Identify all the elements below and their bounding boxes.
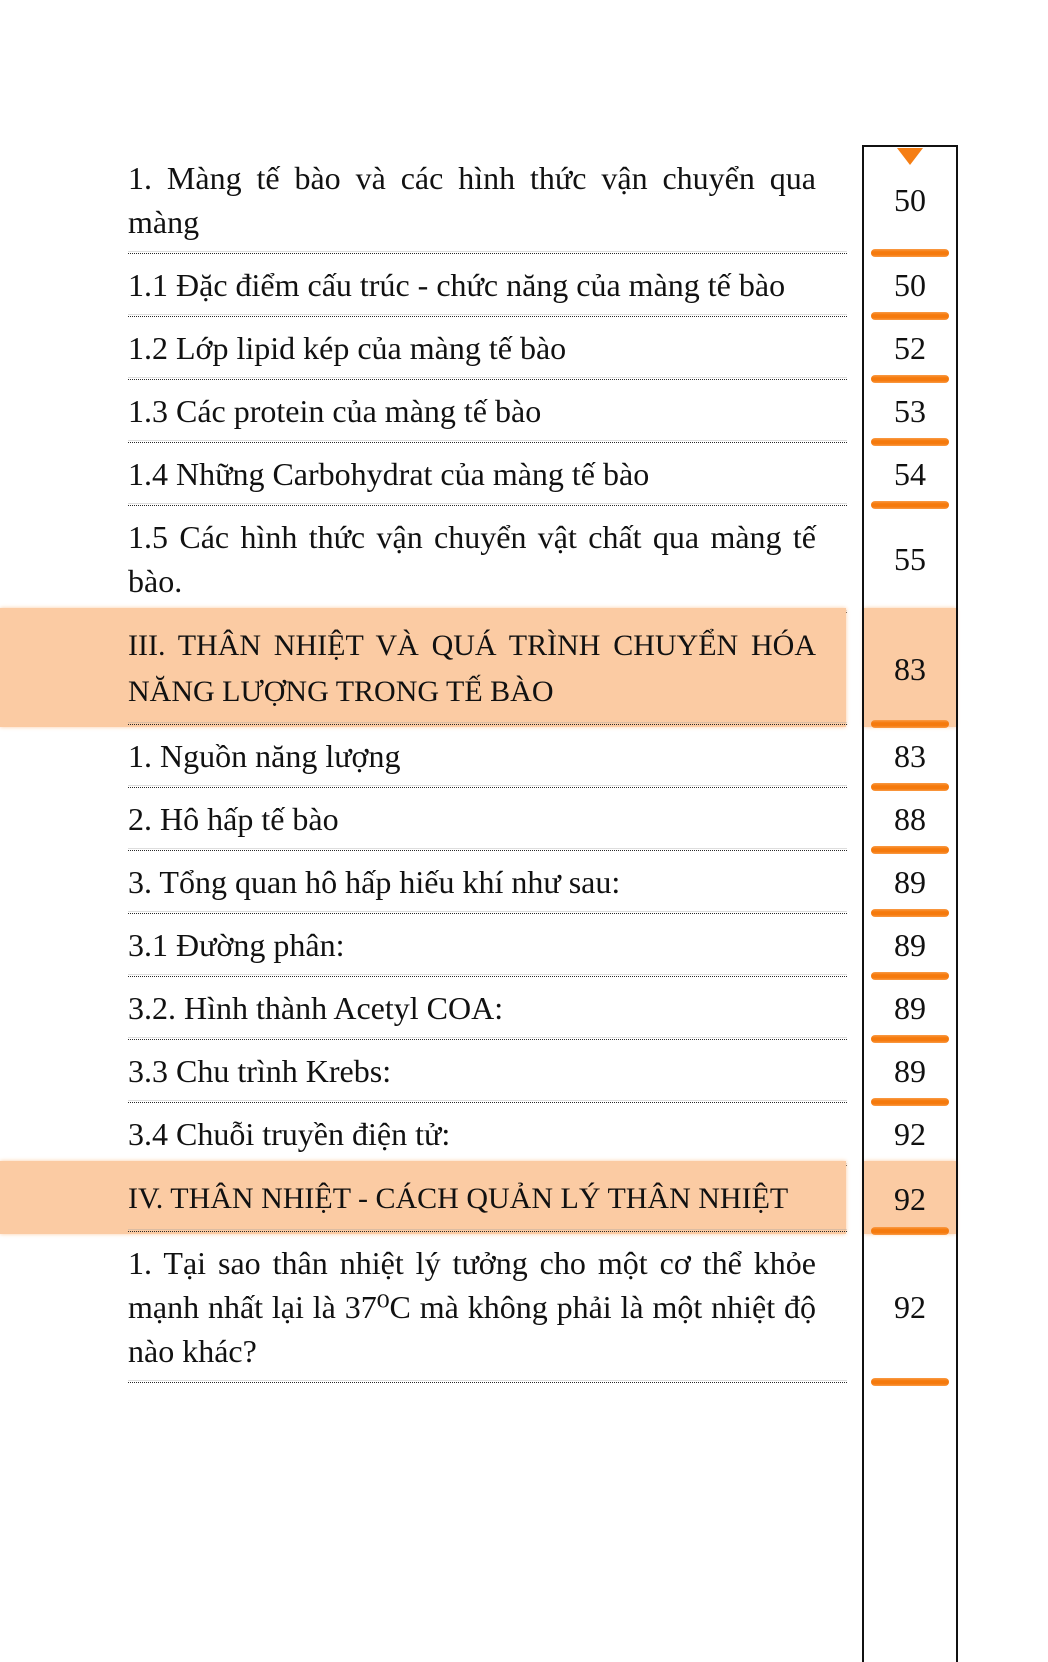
toc-entry-page[interactable]: 88	[894, 801, 926, 837]
toc-row	[0, 1103, 1048, 1166]
toc-entry-page[interactable]: 92	[894, 1116, 926, 1152]
toc-row	[0, 254, 1048, 317]
toc-row	[0, 1232, 1048, 1383]
toc-entry-title[interactable]: 3.4 Chuỗi truyền điện tử:	[128, 1116, 451, 1152]
toc-row	[0, 1040, 1048, 1103]
dotted-divider	[128, 1382, 847, 1383]
toc-row	[0, 851, 1048, 914]
toc-entry-title[interactable]: 1.4 Những Carbohydrat của màng tế bào	[128, 456, 650, 492]
toc-row	[0, 977, 1048, 1040]
toc-entry-page[interactable]: 83	[894, 650, 926, 687]
toc-entry-title[interactable]: 3. Tổng quan hô hấp hiếu khí như sau:	[128, 864, 621, 900]
toc-entry-title[interactable]: 1.3 Các protein của màng tế bào	[128, 393, 542, 429]
toc-entry-page[interactable]: 55	[894, 541, 926, 577]
toc-row	[0, 380, 1048, 443]
toc-row	[0, 1166, 1048, 1232]
toc-entry-page[interactable]: 83	[894, 738, 926, 774]
toc-list	[0, 147, 1048, 1383]
toc-entry-page[interactable]: 92	[894, 1289, 926, 1325]
toc-row	[0, 147, 1048, 254]
toc-entry-title[interactable]: 2. Hô hấp tế bào	[128, 801, 339, 837]
toc-entry-title[interactable]: III. THÂN NHIỆT VÀ QUÁ TRÌNH CHUYỂN HÓA NĂNG LƯỢNG TRONG TẾ BÀO	[128, 629, 816, 708]
toc-entry-title[interactable]: 3.1 Đường phân:	[128, 927, 345, 963]
toc-entry-title[interactable]: 1. Màng tế bào và các hình thức vận chuyển qua màng	[128, 160, 816, 240]
toc-entry-page[interactable]: 89	[894, 864, 926, 900]
toc-entry-page[interactable]: 54	[894, 456, 926, 492]
orange-bar-icon	[871, 1378, 949, 1386]
toc-entry-page[interactable]: 89	[894, 1053, 926, 1089]
toc-row	[0, 613, 1048, 725]
toc-entry-title[interactable]: 1.5 Các hình thức vận chuyển vật chất qua màng tế bào.	[128, 519, 816, 599]
toc-entry-title[interactable]: 1. Tại sao thân nhiệt lý tưởng cho một cơ thể khỏe mạnh nhất lại là 37⁰C mà không phải là một nhiệt độ nào khác?	[128, 1245, 816, 1369]
toc-row	[0, 788, 1048, 851]
toc-entry-page[interactable]: 53	[894, 393, 926, 429]
toc-entry-page[interactable]: 92	[894, 1180, 926, 1217]
toc-entry-title[interactable]: 3.3 Chu trình Krebs:	[128, 1053, 392, 1089]
toc-row	[0, 914, 1048, 977]
toc-row	[0, 317, 1048, 380]
toc-entry-page[interactable]: 89	[894, 990, 926, 1026]
toc-entry-page[interactable]: 50	[894, 182, 926, 218]
toc-entry-title[interactable]: 1.1 Đặc điểm cấu trúc - chức năng của màng tế bào	[128, 267, 786, 303]
toc-entry-page[interactable]: 50	[894, 267, 926, 303]
toc-entry-title[interactable]: 1. Nguồn năng lượng	[128, 738, 401, 774]
toc-row	[0, 725, 1048, 788]
toc-entry-title[interactable]: 3.2. Hình thành Acetyl COA:	[128, 990, 504, 1026]
toc-row	[0, 506, 1048, 613]
toc-entry-title[interactable]: IV. THÂN NHIỆT - CÁCH QUẢN LÝ THÂN NHIỆT	[128, 1182, 789, 1215]
toc-entry-page[interactable]: 52	[894, 330, 926, 366]
toc-row	[0, 443, 1048, 506]
toc-entry-title[interactable]: 1.2 Lớp lipid kép của màng tế bào	[128, 330, 567, 366]
toc-entry-page[interactable]: 89	[894, 927, 926, 963]
